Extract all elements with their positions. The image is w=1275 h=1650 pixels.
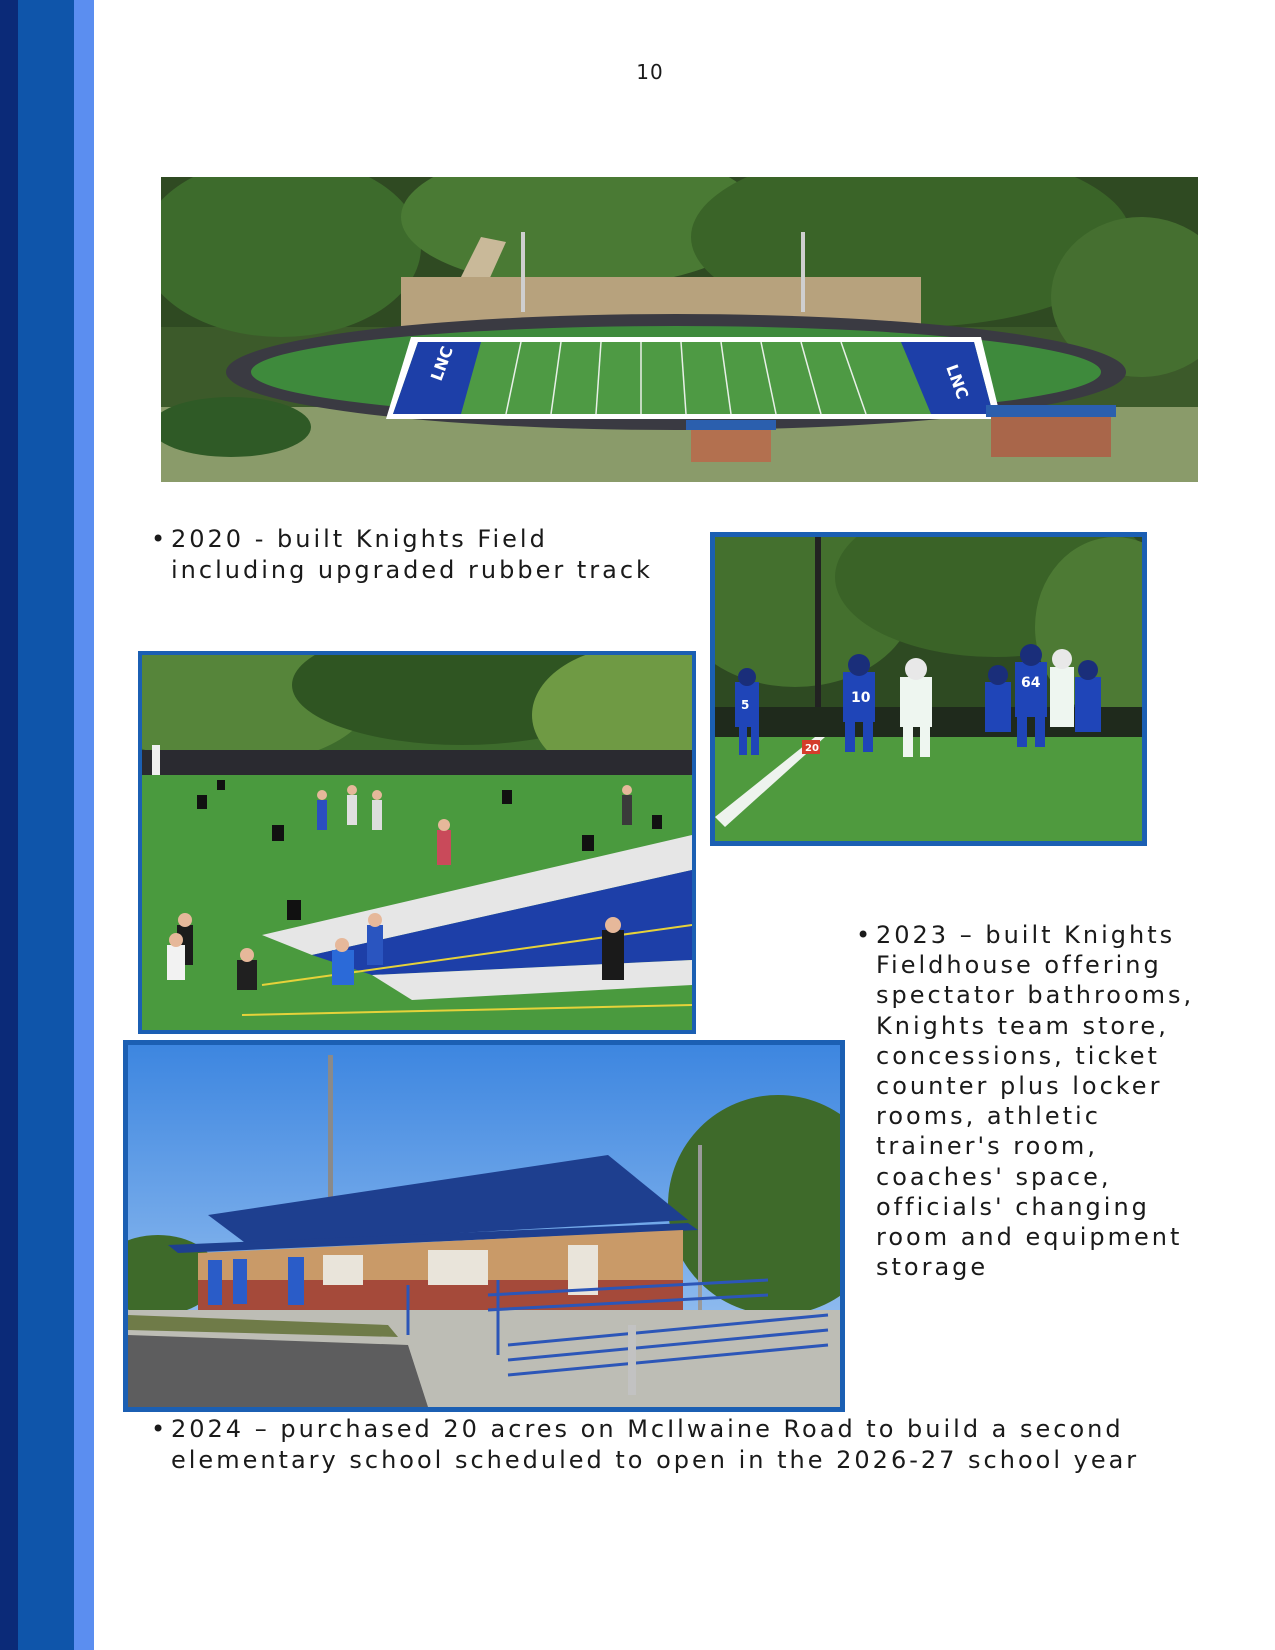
sidebar-band-light <box>74 0 94 1650</box>
endzone-text-right: LNC <box>942 361 973 402</box>
bullet-dot: • <box>856 921 874 949</box>
bullet-line: officials' changing <box>876 1192 1150 1221</box>
jersey-number: 64 <box>1021 675 1041 691</box>
field-activity-photo <box>138 651 696 1034</box>
bullet-knights-fieldhouse <box>856 920 1195 1282</box>
bullet-line: 2020 - built Knights Field <box>171 525 548 553</box>
bullet-line: room and equipment <box>876 1223 1183 1252</box>
bullet-line: counter plus locker <box>876 1072 1163 1101</box>
bullet-line: Knights team store, <box>876 1011 1169 1040</box>
bullet-mcilwaine-road <box>151 1414 1140 1475</box>
sidebar-band-mid <box>18 0 74 1650</box>
bullet-line: rooms, athletic <box>876 1102 1101 1131</box>
fieldhouse-photo <box>123 1040 845 1412</box>
bullet-line: storage <box>876 1253 989 1282</box>
endzone-text-left: LNC <box>426 343 457 384</box>
bullet-line: 2023 – built Knights <box>876 921 1176 949</box>
bullet-line: Fieldhouse offering <box>876 951 1162 980</box>
bullet-line: including upgraded rubber track <box>171 556 653 584</box>
jersey-number: 5 <box>741 698 750 712</box>
bullet-line: coaches' space, <box>876 1162 1112 1191</box>
bullet-dot: • <box>151 525 169 553</box>
page-number: 10 <box>636 60 664 84</box>
stadium-aerial-photo <box>161 177 1198 482</box>
bullet-knights-field <box>151 524 653 586</box>
bullet-line: elementary school scheduled to open in the 2026-27 school year <box>171 1445 1140 1474</box>
football-game-photo <box>710 532 1147 846</box>
bullet-line: spectator bathrooms, <box>876 981 1195 1010</box>
bullet-line: concessions, ticket <box>876 1041 1160 1070</box>
sidebar-band-dark <box>0 0 18 1650</box>
bullet-line: 2024 – purchased 20 acres on McIlwaine Road to build a second <box>171 1415 1124 1443</box>
bullet-dot: • <box>151 1415 169 1443</box>
bullet-line: trainer's room, <box>876 1132 1098 1161</box>
jersey-number: 10 <box>851 690 871 706</box>
yard-marker: 20 <box>805 743 819 754</box>
